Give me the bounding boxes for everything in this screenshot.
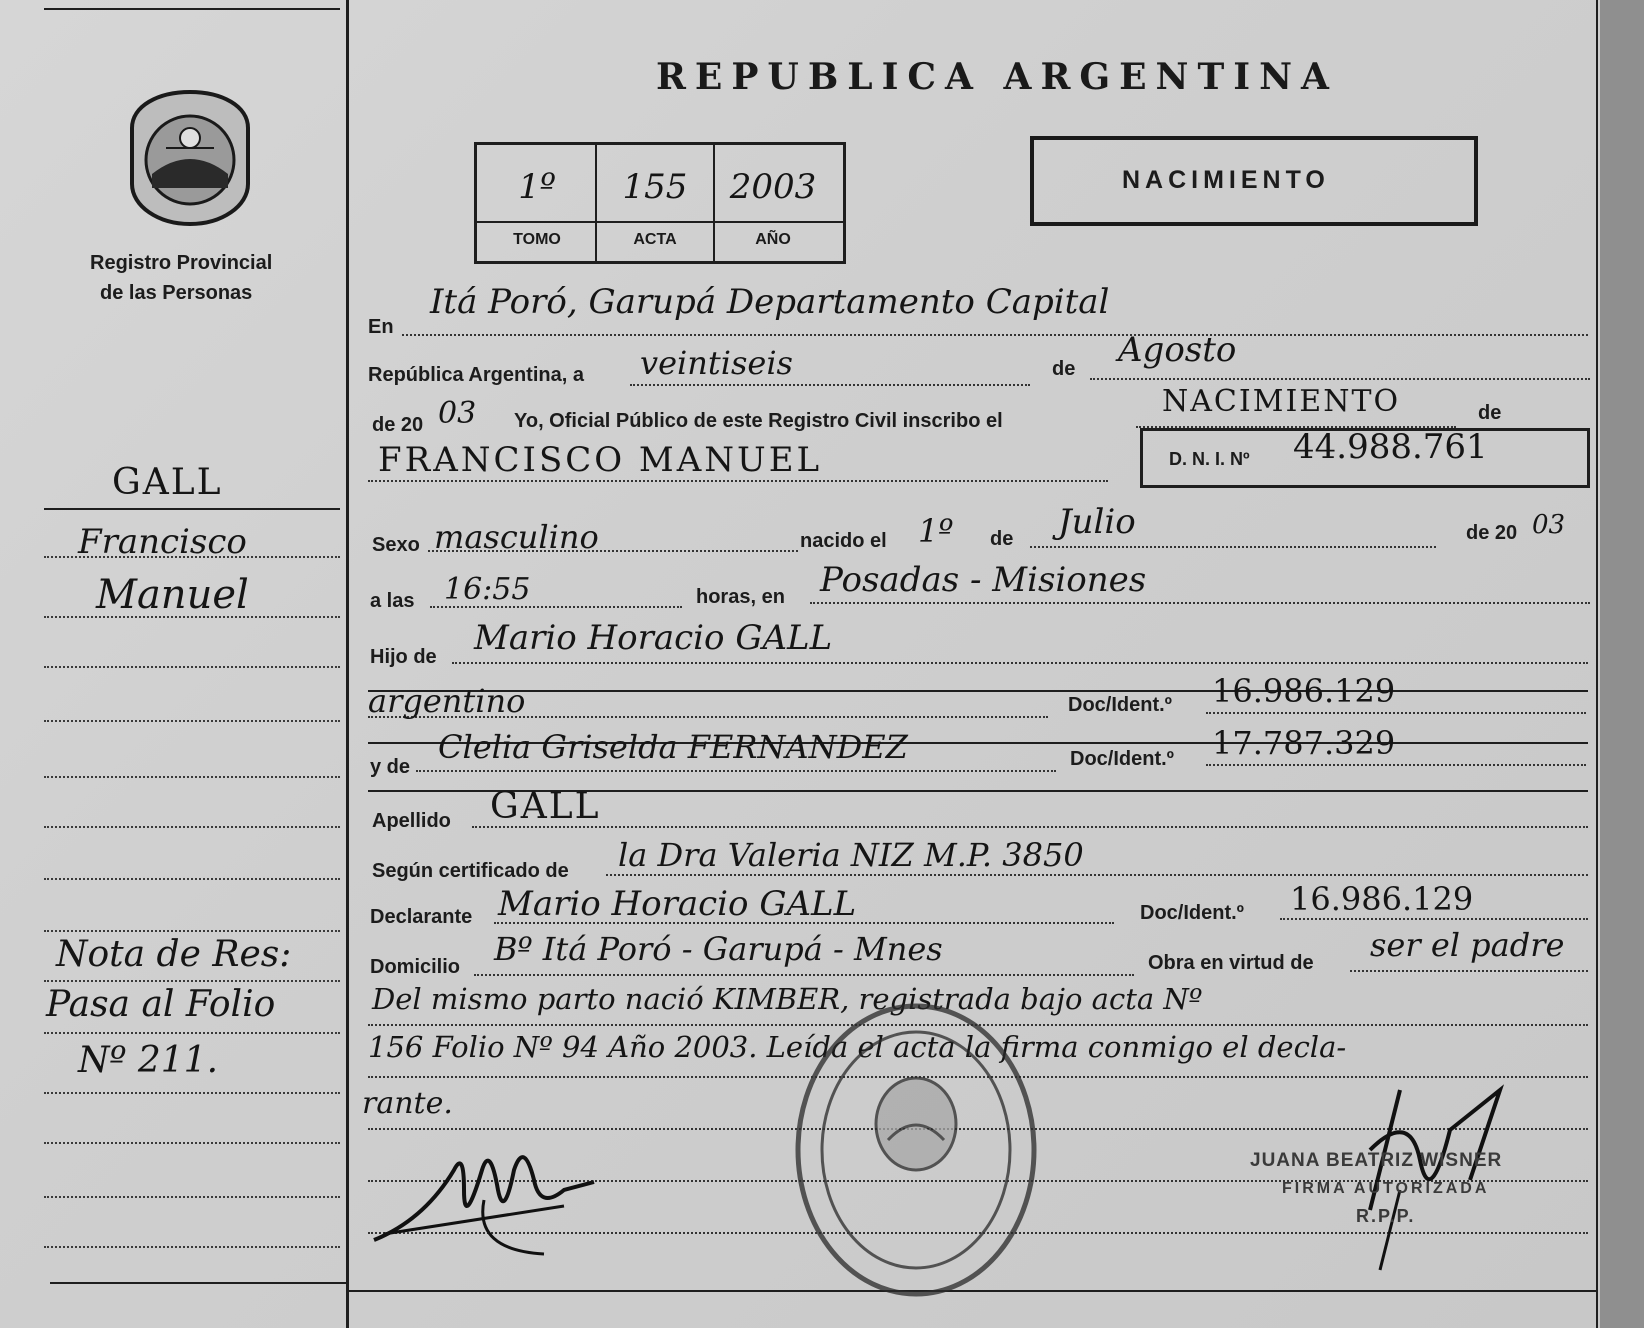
event-value: NACIMIENTO (1162, 384, 1401, 419)
issuer-name-line1: Registro Provincial (90, 252, 273, 274)
right-edge-rule (1596, 0, 1598, 1328)
margin-note-3: Nº 211. (78, 1040, 219, 1081)
margin-note-2: Pasa al Folio (46, 984, 276, 1025)
nacido-label: nacido el (800, 530, 887, 552)
birth-year-prefix: de 20 (1466, 522, 1518, 544)
alas-label: a las (370, 590, 415, 612)
segun-value: la Dra Valeria NIZ M.P. 3850 (618, 836, 1084, 874)
de-label-2: de (1478, 402, 1502, 424)
tomo-label: TOMO (513, 231, 561, 248)
hour-value: 16:55 (444, 572, 531, 607)
month-value: Agosto (1118, 330, 1237, 370)
dni-value: 44.988.761 (1293, 427, 1488, 467)
document-type-label: NACIMIENTO (1122, 166, 1330, 194)
republica-label: República Argentina, a (368, 364, 584, 386)
continuation-line-1: Del mismo parto nació KIMBER, registrada bajo acta Nº (372, 982, 1203, 1016)
birth-year-value: 03 (1532, 510, 1566, 540)
apellido-value: GALL (490, 786, 601, 827)
father-name-value: Mario Horacio GALL (474, 618, 833, 658)
declarant-signature (364, 1130, 604, 1260)
obra-label: Obra en virtud de (1148, 952, 1314, 974)
margin-name-1: Francisco (78, 522, 247, 562)
dni-label: D. N. I. Nº (1169, 449, 1250, 469)
de-label: de (1052, 358, 1076, 380)
dni-box (1140, 428, 1590, 488)
en-label: En (368, 316, 394, 338)
document-type-box (1030, 136, 1478, 226)
apellido-label: Apellido (372, 810, 451, 832)
issuer-name-line2: de las Personas (100, 282, 253, 304)
birth-place-value: Posadas - Misiones (820, 560, 1147, 600)
provincial-seal (126, 88, 254, 228)
en-value: Itá Poró, Garupá Departamento Capital (430, 282, 1110, 322)
child-name-value: FRANCISCO MANUEL (378, 440, 823, 480)
margin-note-1: Nota de Res: (56, 934, 292, 975)
declarante-doc-label: Doc/Ident.º (1140, 902, 1244, 924)
year-value: 03 (438, 396, 477, 431)
stamp-name: JUANA BEATRIZ WISNER (1250, 1150, 1503, 1171)
mother-name-value: Clelia Griselda FERNANDEZ (438, 728, 908, 766)
mother-doc-value: 17.787.329 (1212, 724, 1396, 762)
segun-label: Según certificado de (372, 860, 569, 882)
father-doc-label: Doc/Ident.º (1068, 694, 1172, 716)
margin-name-2: Manuel (96, 572, 249, 618)
year-prefix-label: de 20 (372, 414, 424, 436)
birth-month-value: Julio (1058, 502, 1136, 542)
acta-label: ACTA (633, 231, 677, 248)
ano-value: 2003 (729, 167, 817, 207)
obra-value: ser el padre (1370, 926, 1565, 964)
declarante-label: Declarante (370, 906, 473, 928)
declarante-doc-value: 16.986.129 (1290, 880, 1474, 918)
yde-label: y de (370, 756, 411, 778)
stamp-org: R.P.P. (1356, 1206, 1416, 1226)
day-value: veintiseis (640, 344, 793, 382)
acta-value: 155 (622, 167, 688, 207)
tomo-value: 1º (518, 167, 556, 207)
de-label-3: de (990, 528, 1014, 550)
continuation-line-2: 156 Folio Nº 94 Año 2003. Leída el acta la firma conmigo el decla- (368, 1030, 1347, 1064)
stamp-title: FIRMA AUTORIZADA (1282, 1180, 1490, 1197)
birth-day-value: 1º (918, 512, 954, 550)
domicilio-label: Domicilio (370, 956, 461, 978)
sexo-label: Sexo (372, 534, 420, 556)
hijo-label: Hijo de (370, 646, 437, 668)
continuation-line-3: rante. (362, 1086, 453, 1121)
domicilio-value: Bº Itá Poró - Garupá - Mnes (494, 930, 943, 968)
margin-surname: GALL (112, 462, 223, 503)
horas-label: horas, en (696, 586, 785, 608)
left-column-border (346, 0, 349, 1328)
father-nationality-value: argentino (368, 682, 526, 720)
ano-label: AÑO (755, 231, 791, 248)
sexo-value: masculino (434, 518, 599, 556)
declarante-value: Mario Horacio GALL (498, 884, 857, 924)
top-rule (44, 8, 340, 10)
yo-text: Yo, Oficial Público de este Registro Civil inscribo el (514, 410, 1003, 432)
document-title: REPUBLICA ARGENTINA (656, 56, 1338, 98)
mother-doc-label: Doc/Ident.º (1070, 748, 1174, 770)
registry-box (474, 142, 846, 264)
official-signature (1340, 1070, 1530, 1280)
official-oval-seal (792, 1000, 1040, 1300)
father-doc-value: 16.986.129 (1212, 672, 1396, 710)
bottom-rule-left (50, 1282, 346, 1284)
